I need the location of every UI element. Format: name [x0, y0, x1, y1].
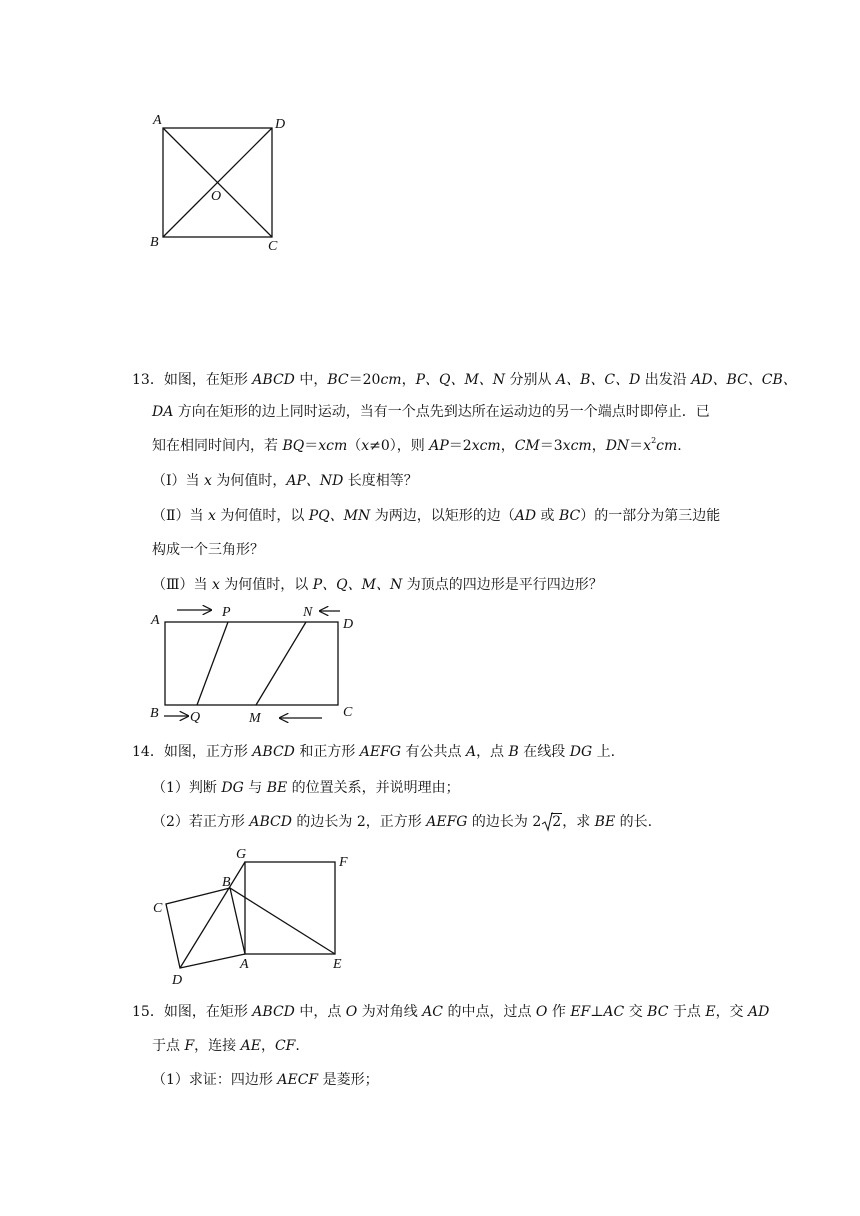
- figure-square-diagonals: [140, 105, 310, 265]
- label-d: D: [172, 973, 183, 988]
- q14-line1: [132, 742, 615, 762]
- text: 与: [243, 780, 267, 796]
- text: （Ⅱ）当: [152, 508, 208, 524]
- var: DG: [569, 744, 593, 760]
- q13-part2-line1: [152, 506, 720, 526]
- text: 如图，正方形: [163, 744, 253, 760]
- var: CF: [274, 1038, 296, 1054]
- var: E: [705, 1004, 716, 1020]
- text: 为顶点的四边形是平行四边形？: [402, 577, 603, 593]
- q15-line1: [132, 1002, 769, 1022]
- text: ⊥: [590, 1004, 604, 1020]
- text: 长度相等？: [343, 473, 418, 489]
- var: AE: [240, 1038, 261, 1054]
- text: （: [347, 438, 362, 454]
- var: x: [361, 438, 370, 454]
- square-aefg: [245, 862, 335, 954]
- var: AD、BC、CB、: [691, 372, 797, 388]
- var: AP: [429, 438, 449, 454]
- text: 为何值时，: [211, 473, 287, 489]
- q14-number: 14．: [132, 744, 164, 760]
- var: xcm: [562, 438, 592, 454]
- var: xcm: [318, 438, 348, 454]
- text: 中，点: [294, 1004, 346, 1020]
- var: BC: [558, 508, 581, 524]
- var: ABCD: [252, 1004, 295, 1020]
- var: x: [207, 508, 216, 524]
- var: P、Q、M、N: [312, 577, 403, 593]
- label-a: A: [240, 957, 249, 972]
- var: AEFG: [359, 744, 402, 760]
- segment-pq: [197, 622, 228, 705]
- var: AC: [422, 1004, 444, 1020]
- var: BE: [594, 814, 616, 830]
- text: 的边长为 2，正方形: [291, 814, 427, 830]
- label-q: Q: [190, 710, 201, 725]
- text: ）的一部分为第三边能: [580, 508, 721, 524]
- var: x: [643, 438, 652, 454]
- radicand: 2: [552, 814, 562, 830]
- text: 为两边，以矩形的边（: [370, 508, 515, 524]
- figure-two-squares: [145, 840, 360, 990]
- label-f: F: [339, 855, 348, 870]
- label-c: C: [268, 239, 278, 254]
- text: （2）若正方形: [152, 814, 250, 830]
- var: AD: [514, 508, 537, 524]
- segment-dg: [180, 862, 245, 968]
- square-abcd: [166, 888, 245, 968]
- text: ＝: [629, 438, 644, 454]
- var: DG: [221, 780, 244, 796]
- var: A: [465, 744, 477, 760]
- var: xcm: [471, 438, 501, 454]
- label-b: B: [222, 875, 231, 890]
- var: ABCD: [249, 814, 292, 830]
- label-g: G: [236, 847, 247, 862]
- text: ，: [260, 1038, 275, 1054]
- var: cm: [656, 438, 678, 454]
- label-e: E: [333, 957, 342, 972]
- text: 为对角线: [357, 1004, 423, 1020]
- text: 中，: [294, 372, 328, 388]
- text: 是菱形；: [318, 1072, 379, 1088]
- var: DA: [152, 404, 174, 420]
- var: AC: [603, 1004, 625, 1020]
- q13-number: 13．: [132, 372, 164, 388]
- text: 为何值时，以: [215, 508, 309, 524]
- var: AEFG: [426, 814, 468, 830]
- var: AECF: [277, 1072, 319, 1088]
- q14-part1: [152, 778, 460, 798]
- text: 的中点，过点: [443, 1004, 536, 1020]
- text: 交: [624, 1004, 648, 1020]
- var: EF: [570, 1004, 591, 1020]
- var: ABCD: [252, 372, 295, 388]
- text: 为何值时，以: [219, 577, 313, 593]
- var: ABCD: [252, 744, 295, 760]
- text: 知在相同时间内，若: [152, 438, 283, 454]
- q13-line1: [132, 370, 797, 390]
- segment-be: [230, 888, 335, 954]
- text: 的位置关系，并说明理由；: [287, 780, 460, 796]
- rectangle-abcd: [165, 622, 338, 705]
- text: ＝3: [539, 438, 563, 454]
- text: 于点: [152, 1038, 185, 1054]
- text: ≠0），则: [369, 438, 430, 454]
- label-p: P: [222, 605, 231, 620]
- var: cm: [380, 372, 402, 388]
- var: F: [184, 1038, 195, 1054]
- text: ，求: [562, 814, 595, 830]
- figure-rectangle-pqmn: [140, 598, 370, 730]
- label-c: C: [343, 705, 353, 720]
- q13-part2-line2: 构成一个三角形？: [152, 542, 264, 558]
- var: P、Q、M、N: [415, 372, 506, 388]
- text: ，: [401, 372, 416, 388]
- label-m: M: [249, 711, 261, 726]
- label-a: A: [151, 613, 160, 628]
- var: B: [508, 744, 519, 760]
- var: A、B、C、D: [555, 372, 641, 388]
- text: ，交: [715, 1004, 749, 1020]
- text: ＝2: [448, 438, 472, 454]
- text: （Ⅰ）当: [152, 473, 204, 489]
- label-c: C: [153, 901, 163, 916]
- text: 如图，在矩形: [163, 1004, 253, 1020]
- q13-part3: [152, 575, 603, 595]
- text: （1）判断: [152, 780, 222, 796]
- var: AP、ND: [286, 473, 344, 489]
- q15-part1: [152, 1070, 379, 1090]
- text: 有公共点: [401, 744, 466, 760]
- var: O: [535, 1004, 548, 1020]
- text: ＝20: [348, 372, 381, 388]
- label-a: A: [153, 113, 162, 128]
- text: 的边长为 2: [467, 814, 542, 830]
- text: .: [677, 438, 682, 454]
- q13-line3: [152, 436, 682, 456]
- text: 分别从: [505, 372, 556, 388]
- superscript: 2: [651, 436, 657, 445]
- q13-part1: [152, 471, 418, 491]
- text: 方向在矩形的边上同时运动，当有一个点先到达所在运动边的另一个端点时即停止．已: [173, 404, 710, 420]
- label-d: D: [275, 117, 286, 132]
- q15-number: 15．: [132, 1004, 164, 1020]
- text: （1）求证：四边形: [152, 1072, 278, 1088]
- text: ，点: [476, 744, 509, 760]
- text: 上.: [592, 744, 616, 760]
- var: BE: [266, 780, 288, 796]
- var: CM: [514, 438, 540, 454]
- text: 和正方形: [294, 744, 360, 760]
- q15-line2: [152, 1036, 300, 1056]
- text: 作: [547, 1004, 571, 1020]
- label-n: N: [303, 605, 313, 620]
- q14-part2: [152, 812, 652, 832]
- label-o: O: [211, 189, 222, 204]
- label-b: B: [150, 235, 159, 250]
- label-d: D: [343, 617, 354, 632]
- text: 出发沿: [640, 372, 692, 388]
- text: 在线段: [518, 744, 570, 760]
- var: x: [211, 577, 220, 593]
- text: ，: [500, 438, 515, 454]
- var: BQ: [282, 438, 305, 454]
- var: DN: [605, 438, 630, 454]
- text: 如图，在矩形: [163, 372, 253, 388]
- text: 或: [536, 508, 559, 524]
- text: 于点: [668, 1004, 706, 1020]
- var: AD: [748, 1004, 770, 1020]
- text: ，: [591, 438, 606, 454]
- text: 的长.: [615, 814, 653, 830]
- var: BC: [647, 1004, 669, 1020]
- q13-line2: [152, 402, 710, 422]
- label-b: B: [150, 706, 159, 721]
- var: PQ、MN: [308, 508, 371, 524]
- sqrt-symbol: [541, 812, 562, 832]
- var: x: [203, 473, 212, 489]
- var: O: [345, 1004, 358, 1020]
- text: ，连接: [194, 1038, 241, 1054]
- text: ＝: [304, 438, 319, 454]
- text: .: [295, 1038, 300, 1054]
- radical-icon: [541, 812, 553, 832]
- var: BC: [327, 372, 349, 388]
- segment-nm: [256, 622, 306, 705]
- text: （Ⅲ）当: [152, 577, 212, 593]
